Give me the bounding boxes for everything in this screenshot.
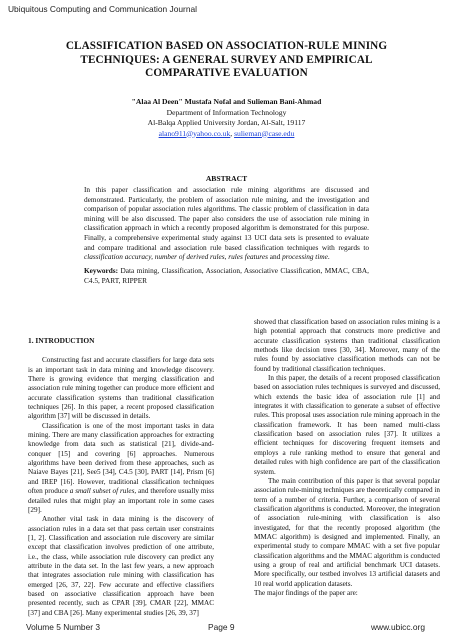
abstract-and: and (267, 252, 283, 262)
left-column (28, 336, 214, 618)
author-block (118, 97, 335, 139)
intro-paragraph-2 (28, 422, 214, 515)
keywords-list: Data mining, Classification, Association, Associative Classification, MMAC, CBA, C4.5, PART, RIPPER (84, 266, 369, 285)
author-names: "Alaa Al Deen" Mustafa Nofal and Sulieman Bani-Ahmad (131, 97, 322, 106)
intro-paragraph-5: The main contribution of this paper is that several popular association rule-mining techniques are theoretically compared in term of a number of criteria. Further, a comparison of several classification algorithms is conducted. Moreover, the integration of association rule-mining with classification is also investigated, for that the recently proposed algorithm (the MMAC algorithm) is designed and implemented. Finally, an experimental study to compare MMAC with a set five popular classification algorithms and the MMAC algorithm is conducted using a group of real and artificial benchmark UCI datasets. More specifically, our testbed involves 13 artificial datasets and 10 real world application datasets. (254, 476, 441, 588)
abstract-criteria: classification accuracy, number of derived rules, rules features (84, 252, 268, 262)
author-department: Department of Information Technology (166, 107, 287, 117)
intro-paragraph-1: Constructing fast and accurate classifiers for large data sets is an important task in data mining and knowledge discovery. There is growing evidence that merging classification and association rule mining together can produce more efficient and accurate classification systems than traditional classification techniques [26]. In this paper, a recent proposed classification algorithm [37] will be discussed in details. (28, 356, 214, 421)
email-link-2[interactable]: sulieman@case.edu (234, 128, 295, 138)
footer-url: www.ubicc.org (371, 622, 425, 632)
page-footer (0, 622, 453, 634)
abstract-end: . (327, 252, 330, 262)
abstract-body: In this paper classification and association rule mining algorithms are discussed and demonstrated. Particularly, the problem of association rule mining, and the investigation and comparison of popular association rules algorithms. The classic problem of classification in data mining will be also discussed. The paper also considers the use of association rule mining in classification approach in which a recently proposed algorithm is demonstrated for this purpose. Finally, a comprehensive experimental study against 13 UCI data sets is presented to evaluate and compare traditional and association rule based classification techniques with regards to (84, 185, 369, 252)
footer-volume: Volume 5 Number 3 (26, 622, 101, 632)
intro-paragraph-continued: showed that classification based on association rules mining is a high potential approach that constructs more predictive and accurate classification systems than traditional classification methods like decision trees [30, 34]. Moreover, many of the rules found by associative classification methods can not be found by traditional classification techniques. (254, 318, 440, 373)
intro-paragraph-6: The major findings of the paper are: (254, 588, 358, 597)
footer-page-number: Page 9 (208, 622, 235, 632)
intro-p2-part-b: , and therefore usually miss detailed rules that might play an important role in some cases [29]. (28, 487, 214, 514)
abstract-text (84, 185, 369, 262)
intro-paragraph-3: Another vital task in data mining is the discovery of association rules in a data set that pass certain user constraints [1, 2]. Classification and association rule discovery are similar except that classification involves prediction of one attribute, i.e., the class, while association rule discovery can predict any attribute in the data set. In the last few years, a new approach that integrates association rule mining with classification has emerged [26, 37, 22]. Few accurate and effective classifiers based on associative classification approach have been presented recently, such as CPAR [39], CMAR [22], MMAC [37] and CBA [26]. Many experimental studies [26, 39, 37] (28, 515, 214, 617)
intro-p2-part-a: Classification is one of the most important tasks in data mining. There are many classification approaches for extracting knowledge from data such as statistical [21], divide-and-conquer [15] and covering [6] approaches. Numerous algorithms have been derived from these approaches, such as Naiave Bayes [21], See5 [34], C4.5 [30], PART [14], Prism [6] and IREP [16]. However, traditional classification techniques often produce (28, 421, 214, 496)
author-university: Al-Balqa Applied University Jordan, Al-Salt, 19117 (147, 118, 306, 127)
abstract-heading: ABSTRACT (205, 174, 248, 183)
keywords (84, 266, 369, 285)
intro-p2-emphasis: a small subset of rules (69, 487, 135, 496)
paper-title: CLASSIFICATION BASED ON ASSOCIATION-RULE MINING TECHNIQUES: A GENERAL SURVEY AND EMPIRICAL COMPARATIVE EVALUATION (65, 40, 388, 79)
email-separator: , (230, 128, 235, 138)
email-link-1[interactable]: alano911@yahoo.co.uk (158, 128, 231, 138)
abstract-criteria-last: processing time (282, 252, 328, 262)
section-heading-introduction: 1. INTRODUCTION (28, 336, 95, 345)
intro-paragraph-4: In this paper, the details of a recent proposed classification based on association rules techniques is surveyed and discussed, which extends the basic idea of association rule [1] and integrates it with classification to generate a subset of effective rules. This proposal uses association rule mining approach in the classification framework. It has been named multi-class classification based on association rules [37]. It utilizes a efficient techniques for discovering frequent itemsets and employs a rule ranking method to ensure that general and detailed rules with high confidence are part of the classification system. (254, 374, 440, 476)
author-emails (118, 129, 335, 140)
keywords-label: Keywords: (84, 266, 119, 275)
right-column (254, 318, 440, 598)
running-header: Ubiquitous Computing and Communication Journal (8, 4, 198, 14)
